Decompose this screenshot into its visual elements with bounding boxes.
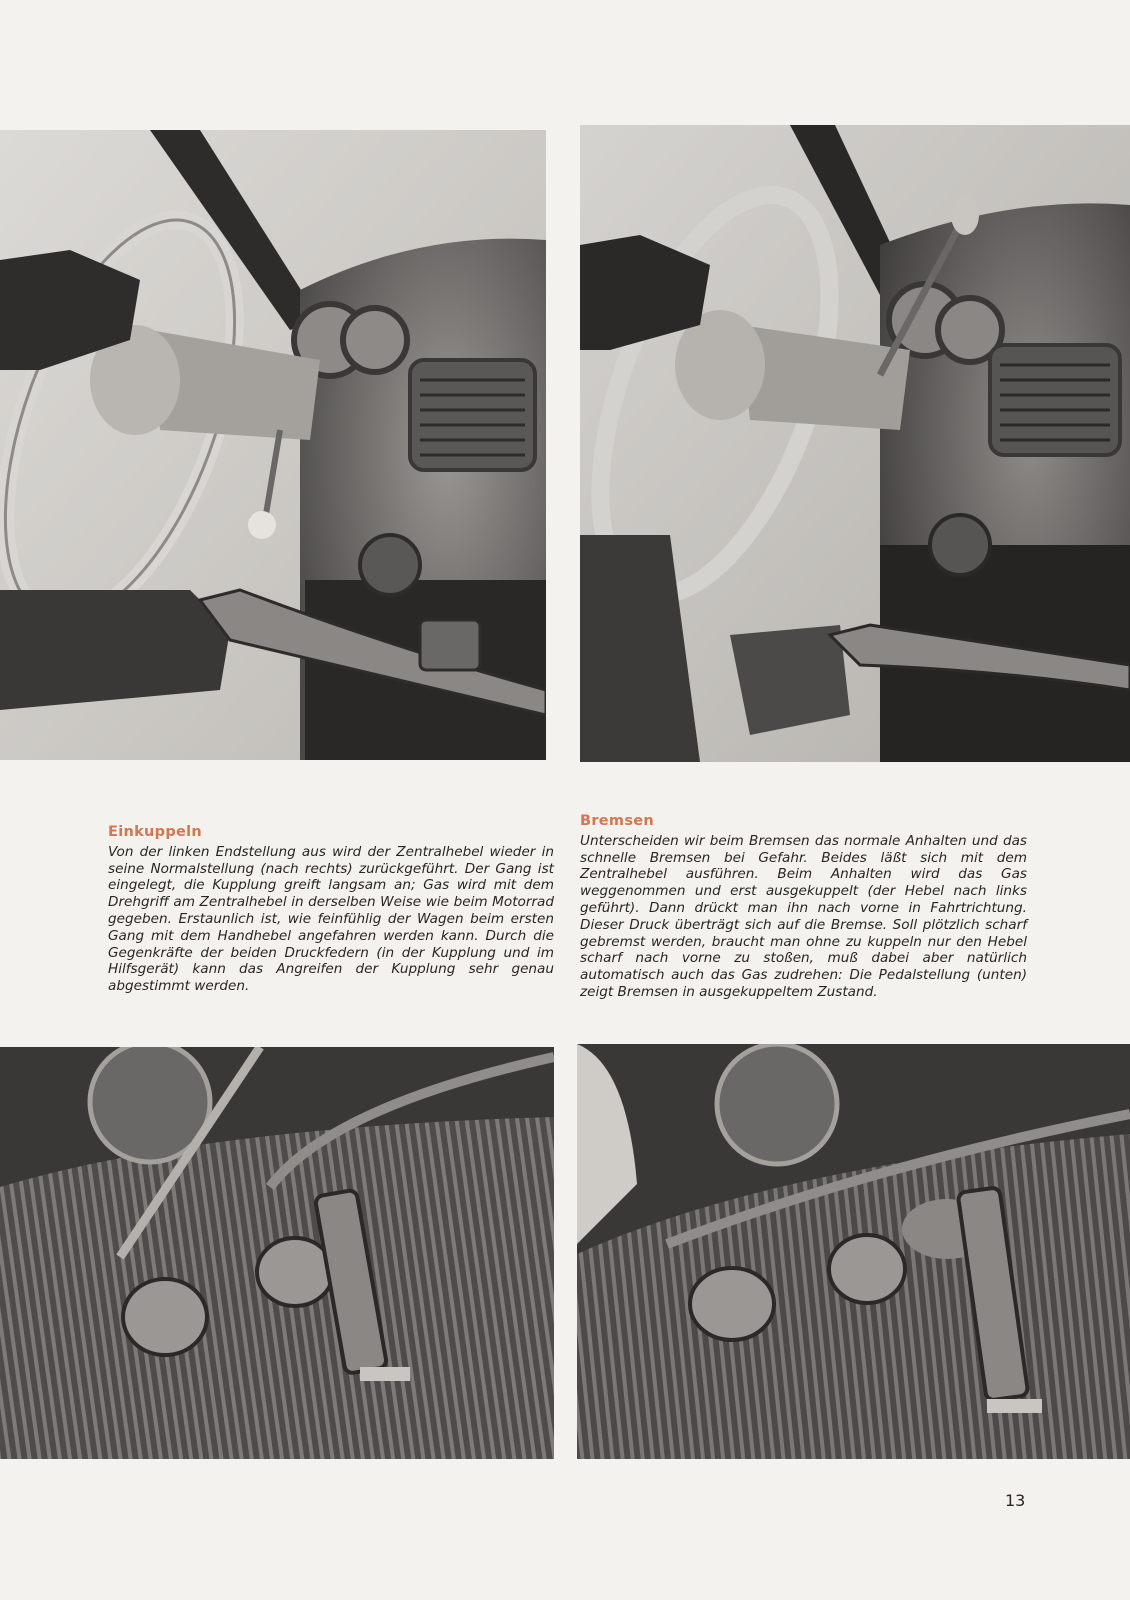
section-heading: Einkuppeln [108, 824, 203, 840]
photo-steering-lever-left [0, 130, 546, 760]
photo-steering-lever-right [580, 125, 1130, 762]
pedals-image [0, 1047, 554, 1459]
page-number: 13 [1005, 1491, 1026, 1510]
photo-pedals-left [0, 1047, 554, 1459]
steering-wheel-image [580, 125, 1130, 762]
section-body: Unterscheiden wir beim Bremsen das normale Anhalten und das schnelle Bremsen bei Gefahr. Beides läßt sich mit dem Zentralhebel ausführen. Beim Anhalten wird das Gas weggenommen und erst ausgekuppelt (der Hebel nach links geführt). Dann drückt man ihn nach vorne in Fahrtrichtung. Dieser Druck überträgt sich auf die Bremse. Soll plötzlich scharf gebremst werden, braucht man ohne zu kuppeln nur den Hebel scharf nach vorne zu stoßen, muß dabei aber natürlich automatisch auch das Gas zudrehen: Die Pedalstellung (unten) zeigt Bremsen in ausgekuppeltem Zustand. [580, 832, 1027, 1000]
photo-pedals-right [577, 1044, 1130, 1459]
section-bremsen [580, 813, 1027, 1001]
steering-wheel-image [0, 130, 546, 760]
section-heading: Bremsen [580, 813, 655, 829]
section-body: Von der linken Endstellung aus wird der Zentralhebel wieder in seine Normalstellung (nach rechts) zurückgeführt. Der Gang ist eingelegt, die Kupplung greift langsam an; Gas wird mit dem Drehgriff am Zentralhebel in derselben Weise wie beim Motorrad gegeben. Erstaunlich ist, wie feinfühlig der Wagen beim ersten Gang mit dem Handhebel angefahren werden kann. Durch die Gegenkräfte der beiden Druckfedern (in der Kupplung und im Hilfsgerät) kann das Angreifen der Kupplung sehr genau abgestimmt werden. [108, 843, 554, 995]
section-einkuppeln [108, 824, 554, 995]
pedals-image [577, 1044, 1130, 1459]
